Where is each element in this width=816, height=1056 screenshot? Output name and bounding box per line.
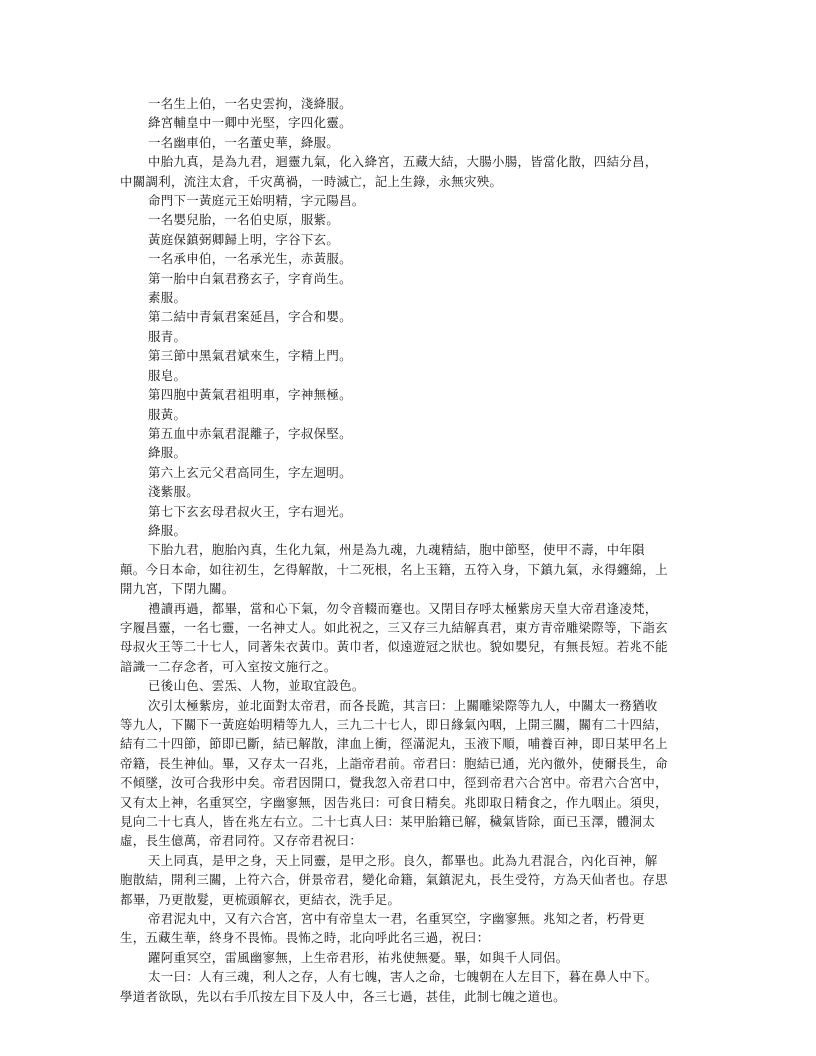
paragraph: 第五血中赤氣君混離子，字叔保堅。 — [148, 425, 352, 441]
paragraph: 天上同真，是甲之身，天上同靈，是甲之形。良久，都畢也。此為九君混合，內化百神，解胞散結，開利三關，上符六合，併景帝君，變化命籍，氣鎮泥丸，長生受符，方為天仙者也。存思都畢，乃更散髮，更梳頭解衣，更結衣，洗手足。 — [120, 852, 668, 907]
document-body — [120, 94, 668, 1006]
paragraph: 素服。 — [148, 290, 187, 306]
paragraph: 服青。 — [148, 328, 187, 344]
paragraph: 下胎九君，胞胎內真，生化九氣，州是為九魂，九魂精結，胞中節堅，使甲不壽，中年隕顛。今日本命，如往初生，乞得解散，十二死根，名上玉籍，五符入身，下鎮九氣，永得纏綿，上開九宮，下閉九關。 — [120, 542, 668, 597]
paragraph: 命門下一黃庭元王始明精，字元陽昌。 — [148, 193, 365, 209]
paragraph: 一名幽車伯，一名董史華，絳服。 — [148, 134, 340, 150]
paragraph: 絳服。 — [148, 445, 187, 461]
paragraph: 淺紫服。 — [148, 484, 199, 500]
paragraph: 躍阿重冥空，雷風幽寥無，上生帝君形，祐兆使無憂。畢，如與千人同侶。 — [148, 949, 569, 965]
paragraph: 黃庭保鎮弼卿歸上明，字谷下玄。 — [148, 231, 340, 247]
paragraph: 第三節中黑氣君斌來生，字精上門。 — [148, 348, 352, 364]
paragraph: 太一曰：人有三魂，利人之存，人有七魄，害人之命，七魄朝在人左目下，暮在鼻人中下。學道者欲臥，先以右手爪按左目下及人中，各三七過，甚佳，此制七魄之道也。 — [120, 969, 658, 1004]
paragraph: 中胎九真，是為九君，迴靈九氣，化入絳宮，五藏大結，大腸小腸，皆當化散，四結分昌，中關調利，流注太倉，千灾萬禍，一時滅亡，記上生錄，永無灾殃。 — [120, 154, 658, 189]
paragraph: 服黃。 — [148, 406, 187, 422]
paragraph: 一名承申伯，一名承光生，赤黃服。 — [148, 251, 352, 267]
paragraph: 絳服。 — [148, 522, 187, 538]
paragraph: 第七下玄玄母君叔火王，字右迴光。 — [148, 503, 352, 519]
paragraph: 次引太極紫房，並北面對太帝君，而各長跪，其言曰：上關雕梁際等九人，中關太一務猶收等九人，下關下一黃庭始明精等九人，三九二十七人，即日緣氣內咽，上開三關，關有二十四結，結有二十四節，節即已斷，結已解散，津血上衝，徑滿泥丸，玉液下順，哺養百神，即日某甲名上帝籍，長生神仙。畢，又存太一召兆，上詣帝君前。帝君曰：胞結已通，光內徹外，使爾長生，命不傾墜，汝可合我形中矣。帝君因開口，覺我忽入帝君口中，徑到帝君六合宮中。帝君六合宮中，又有太上神，名重冥空，字幽寥無，因告兆曰：可食日精矣。兆即取日精食之，作九咽止。須臾，見向二十七真人，皆在兆左右立。二十七真人曰：某甲胎籍已解，穢氣皆除，面已玉澤，體洞太虛，長生億萬，帝君同符。又存帝君祝曰： — [120, 697, 668, 849]
paragraph: 絳宮輔皇中一卿中光堅，字四化靈。 — [148, 115, 352, 131]
paragraph: 一名嬰兒胎，一名伯史原，服紫。 — [148, 212, 340, 228]
paragraph: 第一胎中白氣君務玄子，字育尚生。 — [148, 270, 352, 286]
paragraph: 帝君泥丸中，又有六合宮，宮中有帝皇太一君，名重冥空，字幽寥無。兆知之者，朽骨更生，五藏生華，終身不畏怖。畏怖之時，北向呼此名三過，祝曰： — [120, 911, 645, 946]
paragraph: 第六上玄元父君高同生，字左迴明。 — [148, 464, 352, 480]
paragraph: 禮讀再過，都畢，當和心下氣，勿令音輟而蹇也。又閉目存呼太極紫房天皇大帝君逢凌梵，字履昌靈，一名七靈，一名神丈人。如此祝之，三又存三九結解真君，東方青帝雕梁際等，下詣玄母叔火王等二十七人，同著朱衣黃巾。黃巾者，似遠遊冠之狀也。貌如嬰兒，有無長短。若兆不能諳識一二存念者，可入室按文施行之。 — [120, 600, 668, 674]
paragraph: 一名生上伯，一名史雲拘，淺絳服。 — [148, 96, 352, 111]
paragraph: 第四胞中黃氣君祖明車，字神無極。 — [148, 387, 352, 403]
paragraph: 第二結中青氣君案延昌，字合和嬰。 — [148, 309, 352, 325]
paragraph: 服皂。 — [148, 367, 187, 383]
paragraph: 已後山色、雲炁、人物，並取宜設色。 — [148, 678, 365, 694]
